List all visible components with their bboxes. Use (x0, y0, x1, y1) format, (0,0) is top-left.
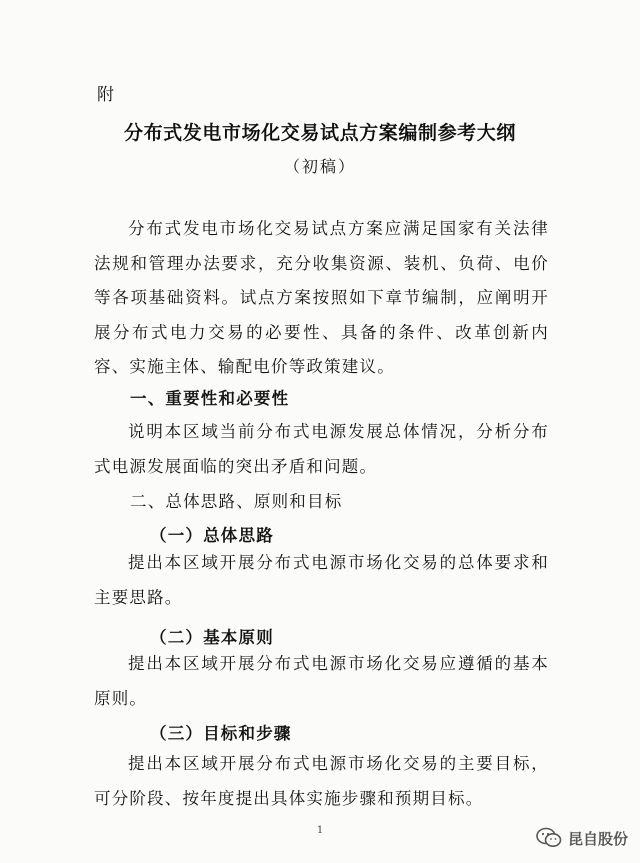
annex-label: 附 (97, 85, 115, 105)
section-1-body: 说明本区域当前分布式电源发展总体情况，分析分布式电源发展面临的突出矛盾和问题。 (94, 422, 549, 476)
section-2-2-heading: （二）基本原则 (150, 628, 274, 647)
intro-paragraph: 分布式发电市场化交易试点方案应满足国家有关法律法规和管理办法要求，充分收集资源、装机、负荷、电价等各项基础资料。试点方案按照如下章节编制，应阐明开展分布式电力交易的必要性、具备的条件、改革创新内容、实施主体、输配电价等政策建议。 (94, 219, 549, 376)
section-2-3-heading: （三）目标和步骤 (150, 724, 292, 743)
section-1-heading: 一、重要性和必要性 (130, 389, 290, 408)
document-title: 分布式发电市场化交易试点方案编制参考大纲 (123, 122, 516, 144)
section-2-1-body: 提出本区域开展分布式电源市场化交易的总体要求和主要思路。 (94, 553, 549, 607)
section-2-2-body: 提出本区域开展分布式电源市场化交易应遵循的基本原则。 (94, 654, 549, 708)
watermark-text: 昆自股份 (567, 829, 628, 848)
watermark (536, 827, 628, 849)
section-2-heading: 二、总体思路、原则和目标 (130, 492, 343, 511)
section-2-1-heading: （一）总体思路 (150, 526, 274, 545)
section-2-3-body: 提出本区域开展分布式电源市场化交易的主要目标，可分阶段、按年度提出具体实施步骤和预期目标。 (94, 754, 549, 808)
document-subtitle: （初稿） (283, 157, 356, 176)
page-number: 1 (316, 825, 324, 836)
wechat-icon (536, 827, 562, 849)
